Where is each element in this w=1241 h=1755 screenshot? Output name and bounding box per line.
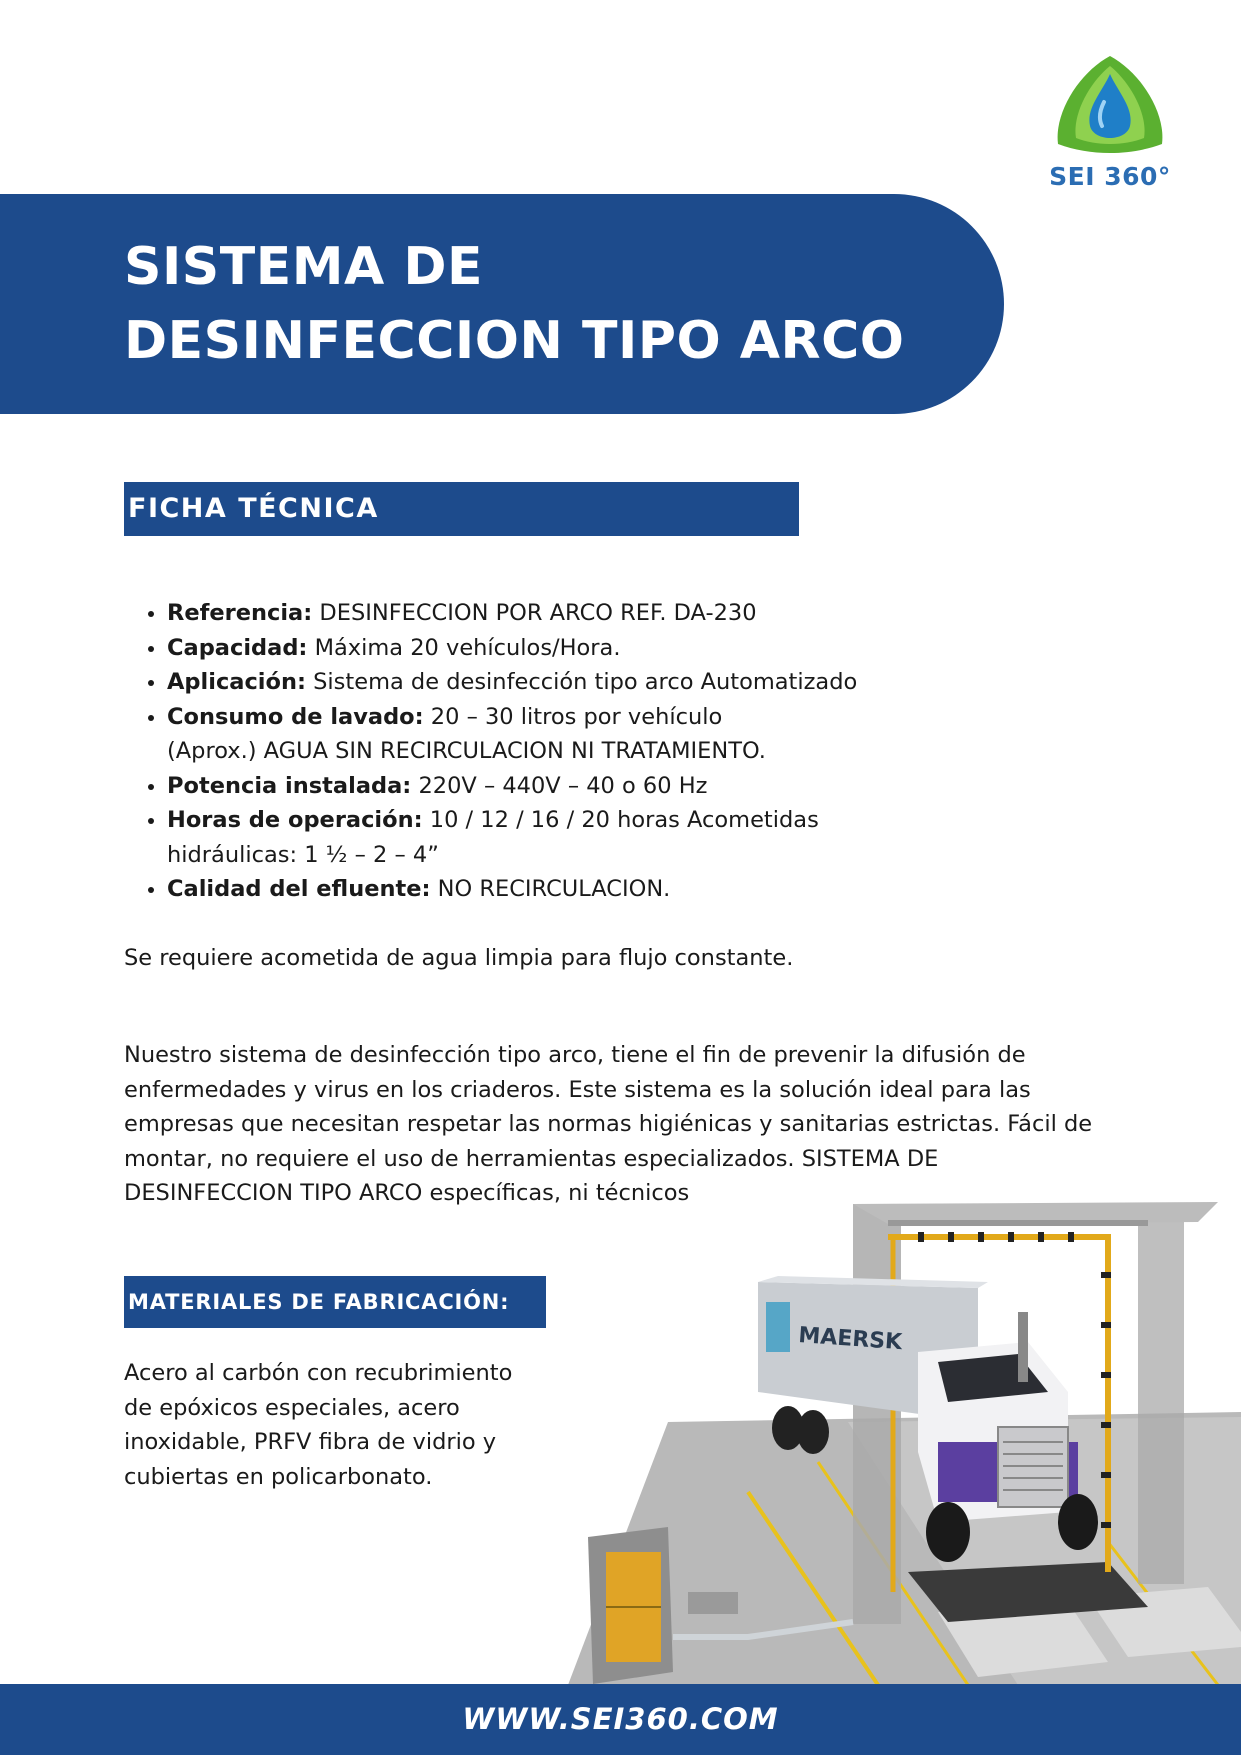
spec-value: Sistema de desinfección tipo arco Automatizado: [306, 669, 858, 695]
materiales-text: Acero al carbón con recubrimiento de epóxicos especiales, acero inoxidable, PRFV fibra de vidrio y cubiertas en policarbonato.: [124, 1360, 513, 1490]
spec-item-consumo: [167, 700, 807, 769]
spec-value: 220V – 440V – 40 o 60 Hz: [411, 772, 708, 799]
ficha-tecnica-heading: FICHA TÉCNICA: [124, 482, 799, 536]
spec-label: Aplicación:: [167, 669, 306, 695]
page-title: [124, 230, 904, 378]
page-title-line-1: SISTEMA DE: [124, 237, 484, 297]
truck-arch-icon: [548, 1192, 1241, 1685]
spec-item-potencia: [167, 769, 1147, 804]
spec-label: Capacidad:: [167, 634, 308, 661]
spec-label: Referencia:: [167, 600, 313, 626]
spec-label: Calidad del efluente:: [167, 876, 431, 902]
company-logo: [1040, 52, 1180, 192]
requirement-note: Se requiere acometida de agua limpia para flujo constante.: [124, 945, 794, 971]
spec-value: 20 – 30 litros por vehículo (Aprox.) AGUA SIN RECIRCULACION NI TRATAMIENTO.: [167, 703, 766, 764]
website-link[interactable]: WWW.SEI360.COM: [462, 1702, 779, 1736]
spec-item-calidad: [167, 872, 1147, 907]
materiales-heading: MATERIALES DE FABRICACIÓN:: [124, 1276, 546, 1328]
title-banner: [0, 194, 1004, 414]
spec-value: Máxima 20 vehículos/Hora.: [307, 634, 621, 661]
spec-item-referencia: [167, 596, 1147, 631]
spec-label: Horas de operación:: [167, 807, 423, 833]
logo-text: SEI 360°: [1049, 162, 1171, 191]
spec-list: [124, 596, 1147, 907]
spec-value: NO RECIRCULACION.: [430, 876, 671, 902]
footer: [0, 1684, 1241, 1755]
spec-value: DESINFECCION POR ARCO REF. DA-230: [312, 600, 757, 626]
spec-item-aplicacion: [167, 665, 1147, 700]
spec-value: 10 / 12 / 16 / 20 horas Acometidas hidráulicas: 1 ½ – 2 – 4”: [167, 807, 819, 868]
description-paragraph: Nuestro sistema de desinfección tipo arco, tiene el fin de prevenir la difusión de enfermedades y virus en los criaderos. Este sistema es la solución ideal para las empresas que necesitan respetar las normas higiénicas y sanitarias estrictas. Fácil de montar, no requiere el uso de herramientas especializados. SISTEMA DE DESINFECCION TIPO ARCO específicas, ni técnicos: [124, 1042, 1093, 1206]
disinfection-arch-illustration: [548, 1192, 1241, 1685]
spec-item-capacidad: [167, 631, 1147, 666]
spec-label: Consumo de lavado:: [167, 703, 424, 730]
page-title-line-2: DESINFECCION TIPO ARCO: [124, 311, 905, 371]
logo-mark-icon: [1050, 52, 1170, 164]
container-label: MAERSK: [797, 1323, 903, 1356]
spec-label: Potencia instalada:: [167, 772, 412, 799]
spec-item-horas: [167, 803, 827, 872]
